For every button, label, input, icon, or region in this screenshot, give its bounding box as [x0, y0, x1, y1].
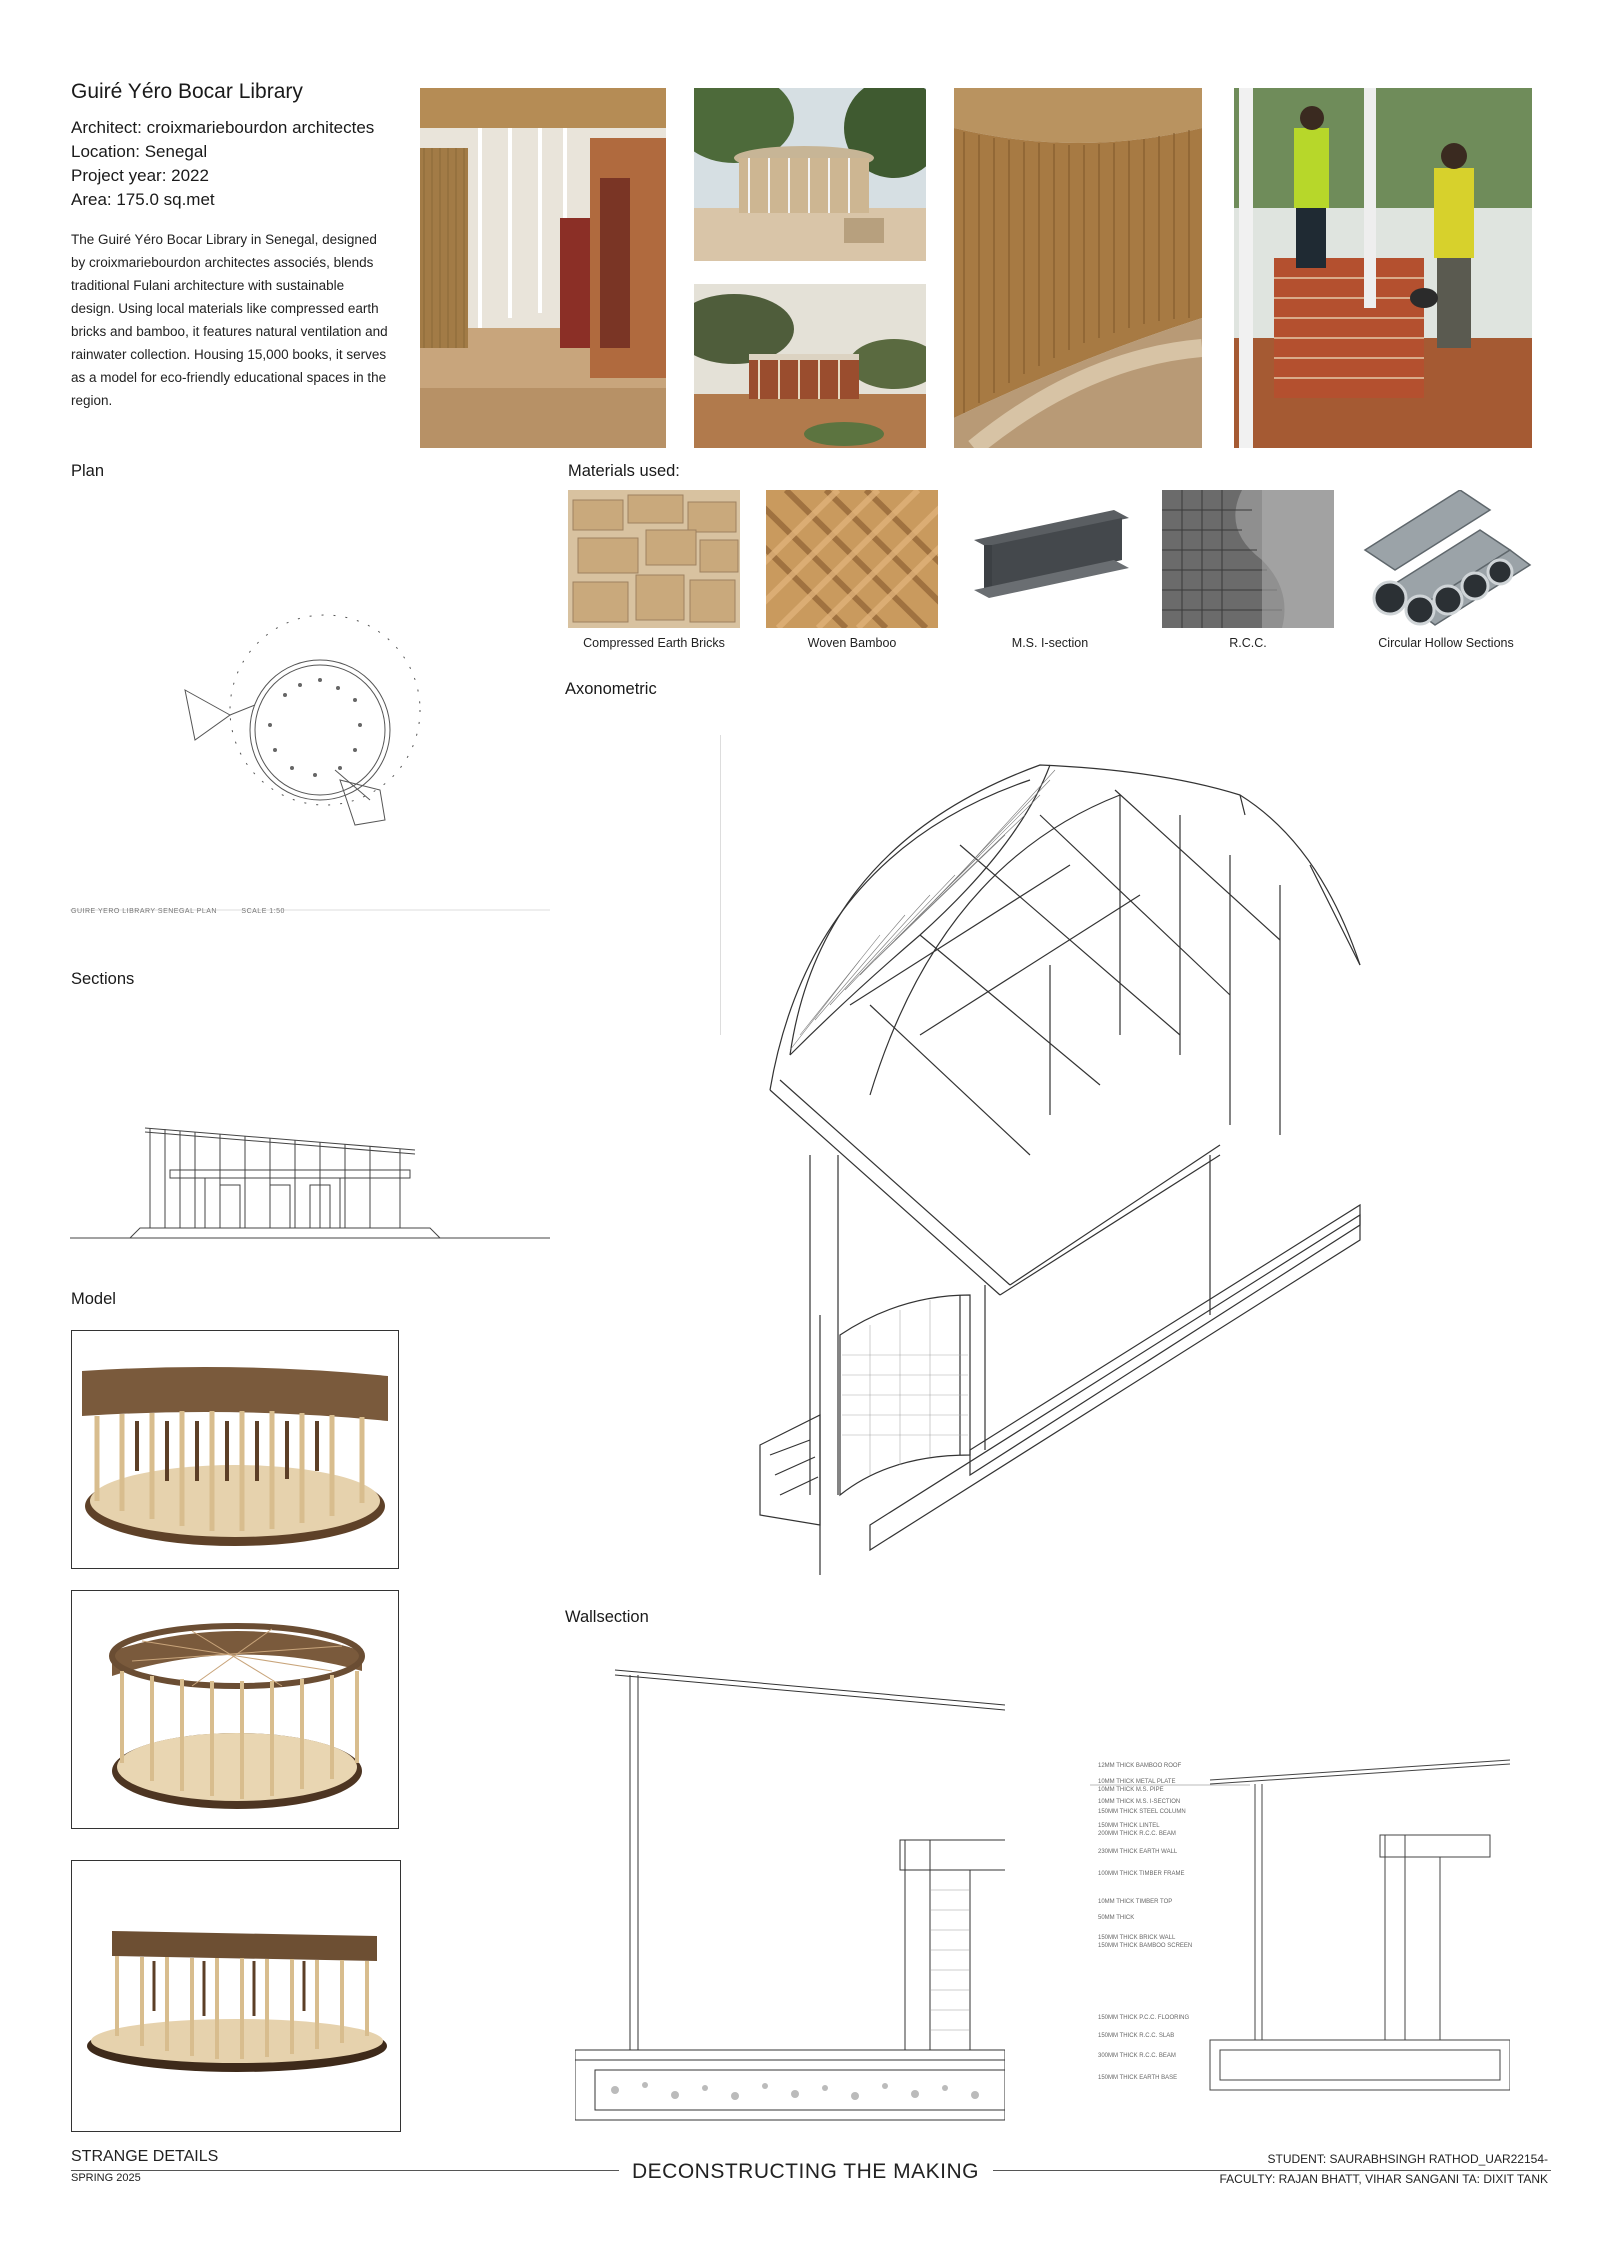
- model-heading: Model: [71, 1290, 116, 1308]
- footer-student: STUDENT: SAURABHSINGH RATHOD_UAR22154-: [1267, 2152, 1548, 2166]
- plan-drawing: [70, 530, 550, 930]
- project-meta: [71, 116, 374, 212]
- photo-dusk-view: [694, 284, 926, 448]
- earth-bricks-image: [568, 490, 740, 628]
- axonometric-drawing: [720, 735, 1380, 1575]
- location-line: Location: Senegal: [71, 142, 208, 161]
- material-caption: Woven Bamboo: [807, 636, 897, 650]
- project-description: The Guiré Yéro Bocar Library in Senegal, designed by croixmariebourdon architectes associés, blends traditional Fulani architecture with sustainable design. Using local materials like compressed earth bricks and bamboo, it features natural ventilation and rainwater collection. Housing 15,000 books, it serves as a model for eco-friendly educational spaces in the region.: [71, 232, 388, 408]
- footer-course-title: STRANGE DETAILS: [71, 2148, 219, 2165]
- axonometric-heading: Axonometric: [565, 680, 657, 698]
- woven-bamboo-image: [766, 490, 938, 628]
- wall-label: 150MM THICK P.C.C. FLOORING: [1098, 2015, 1190, 2021]
- photo-exterior-view: [694, 88, 926, 261]
- material-caption: R.C.C.: [1229, 636, 1267, 650]
- sections-heading: Sections: [71, 970, 135, 988]
- model-photo-1: [71, 1330, 399, 1569]
- footer-divider-right: [993, 2170, 1551, 2171]
- i-beam-image: [964, 490, 1136, 628]
- footer-divider-left: [71, 2170, 619, 2171]
- footer-center-title: DECONSTRUCTING THE MAKING: [632, 2160, 979, 2183]
- footer-semester: SPRING 2025: [71, 2172, 141, 2184]
- wall-label: 150MM THICK BRICK WALL: [1098, 1935, 1176, 1941]
- wall-label: 100MM THICK TIMBER FRAME: [1098, 1871, 1185, 1877]
- rcc-image: [1162, 490, 1334, 628]
- wallsection-drawing-left: [575, 1650, 1005, 2140]
- model-photo-3: [71, 1860, 401, 2132]
- wall-label: 50MM THICK: [1098, 1915, 1135, 1921]
- wall-label: 10MM THICK METAL PLATE: [1098, 1779, 1176, 1785]
- materials-heading: Materials used:: [568, 462, 680, 480]
- architect-line: Architect: croixmariebourdon architectes: [71, 118, 375, 137]
- wall-label: 150MM THICK BAMBOO SCREEN: [1098, 1943, 1193, 1949]
- photo-bamboo-screen: [954, 88, 1202, 448]
- area-line: Area: 175.0 sq.met: [71, 190, 215, 209]
- hollow-sections-image: [1360, 490, 1532, 628]
- year-line: Project year: 2022: [71, 166, 209, 185]
- wall-label: 150MM THICK STEEL COLUMN: [1098, 1809, 1186, 1815]
- photo-interior-colonnade: [420, 88, 666, 448]
- wall-label: 10MM THICK M.S. I-SECTION: [1098, 1799, 1181, 1805]
- wall-label: 230MM THICK EARTH WALL: [1098, 1849, 1178, 1855]
- wallsection-heading: Wallsection: [565, 1608, 649, 1626]
- plan-heading: Plan: [71, 462, 105, 480]
- plan-caption: GUIRE YERO LIBRARY SENEGAL PLAN SCALE 1:50: [71, 908, 285, 915]
- wall-label: 12MM THICK BAMBOO ROOF: [1098, 1763, 1182, 1769]
- material-caption: Compressed Earth Bricks: [583, 636, 725, 650]
- wall-label: 10MM THICK TIMBER TOP: [1098, 1899, 1173, 1905]
- section-drawing: [70, 1110, 550, 1250]
- wall-label: 300MM THICK R.C.C. BEAM: [1098, 2053, 1176, 2059]
- wall-label: 150MM THICK R.C.C. SLAB: [1098, 2033, 1175, 2039]
- wall-label: 200MM THICK R.C.C. BEAM: [1098, 1831, 1176, 1837]
- wall-label: 150MM THICK EARTH BASE: [1098, 2075, 1178, 2081]
- wall-label: 10MM THICK M.S. PIPE: [1098, 1787, 1164, 1793]
- model-photo-2: [71, 1590, 399, 1829]
- material-caption: Circular Hollow Sections: [1378, 636, 1514, 650]
- project-title: Guiré Yéro Bocar Library: [71, 80, 303, 103]
- photo-construction-workers: [1234, 88, 1532, 448]
- material-caption: M.S. I-section: [1011, 636, 1089, 650]
- wall-label: 150MM THICK LINTEL: [1098, 1823, 1160, 1829]
- footer-faculty: FACULTY: RAJAN BHATT, VIHAR SANGANI TA: DIXIT TANK: [1219, 2172, 1548, 2186]
